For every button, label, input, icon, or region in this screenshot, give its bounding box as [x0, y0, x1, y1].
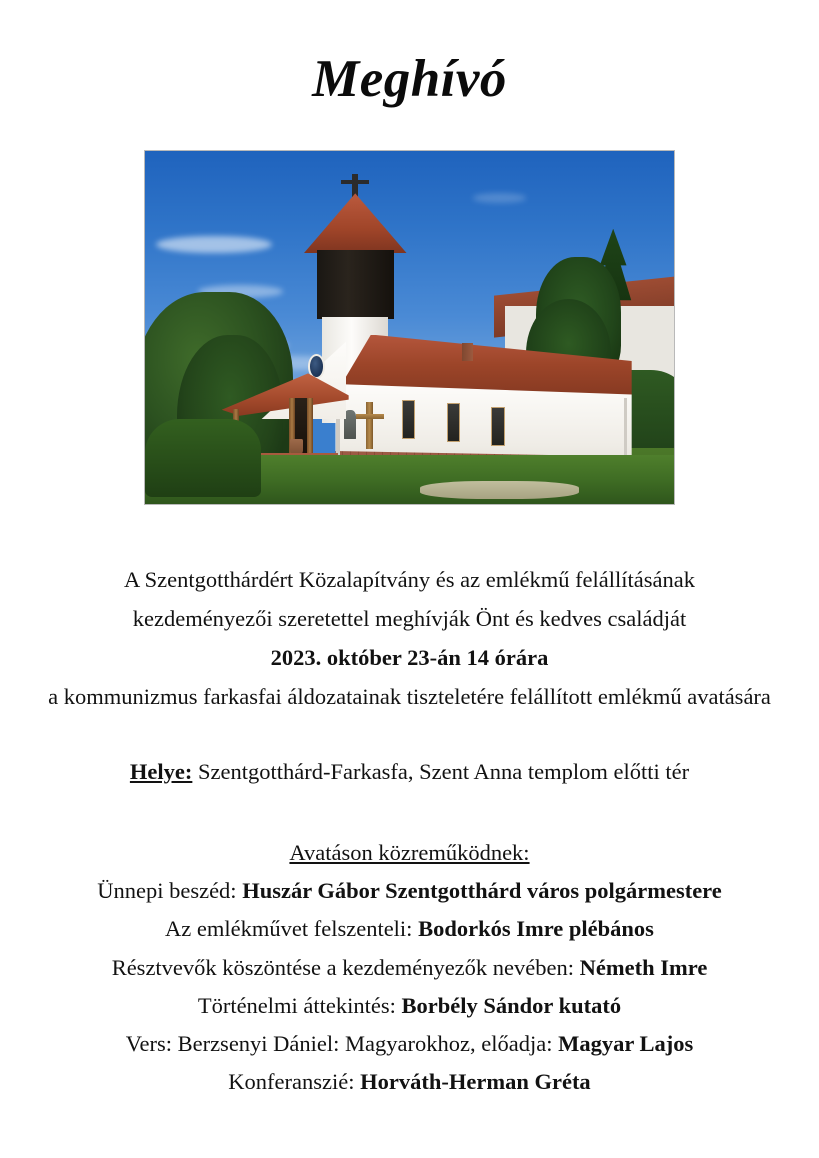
- program-role: Vers: Berzsenyi Dániel: Magyarokhoz, előadja:: [125, 1031, 553, 1057]
- program-role: Történelmi áttekintés:: [197, 992, 396, 1018]
- venue-label: Helye:: [129, 759, 193, 784]
- program-role: Az emlékművet felszenteli:: [165, 916, 413, 942]
- wall-cross-icon: [366, 402, 373, 450]
- event-datetime: 2023. október 23-án 14 órára: [270, 645, 549, 670]
- wall-cross-icon: [356, 414, 385, 419]
- flower-pot: [290, 439, 303, 455]
- program-item: [0, 910, 819, 948]
- invitation-body: [0, 560, 819, 716]
- shrub: [145, 419, 261, 497]
- program-item: [0, 1025, 819, 1063]
- belfry: [317, 250, 394, 319]
- venue-line: [0, 757, 819, 787]
- porch-post: [307, 398, 313, 458]
- church-window: [447, 403, 461, 442]
- intro-line: a kommunizmus farkasfai áldozatainak tiszteletére felállított emlékmű avatására: [48, 684, 771, 709]
- program-name: Horváth-Herman Gréta: [360, 1069, 591, 1095]
- program-section: [0, 834, 819, 1101]
- church-window: [491, 407, 505, 446]
- program-name: Bodorkós Imre plébános: [418, 916, 654, 942]
- program-item: [0, 987, 819, 1025]
- intro-line: kezdeményezői szeretettel meghívják Önt és kedves családját: [132, 606, 687, 631]
- program-name: Borbély Sándor kutató: [401, 992, 622, 1018]
- church-photo-scene: [145, 151, 674, 504]
- program-role: Ünnepi beszéd:: [97, 878, 237, 904]
- program-heading: Avatáson közreműködnek:: [289, 840, 530, 865]
- program-name: Németh Imre: [579, 954, 708, 980]
- page-title: Meghívó: [312, 50, 507, 108]
- chimney: [462, 343, 473, 361]
- path: [420, 481, 579, 499]
- program-name: Huszár Gábor Szentgotthárd város polgármestere: [242, 878, 722, 904]
- intro-line: A Szentgotthárdért Közalapítvány és az emlékmű felállításának: [123, 567, 696, 592]
- cloud: [473, 193, 526, 202]
- program-name: Magyar Lajos: [558, 1031, 694, 1057]
- church-window: [402, 400, 416, 439]
- church-photo: [144, 150, 675, 505]
- program-item: [0, 1063, 819, 1101]
- venue-value: Szentgotthárd-Farkasfa, Szent Anna templom előtti tér: [197, 759, 690, 784]
- program-role: Résztvevők köszöntése a kezdeményezők nevében:: [111, 954, 575, 980]
- program-item: [0, 949, 819, 987]
- program-role: Konferanszié:: [228, 1069, 355, 1095]
- program-item: [0, 872, 819, 910]
